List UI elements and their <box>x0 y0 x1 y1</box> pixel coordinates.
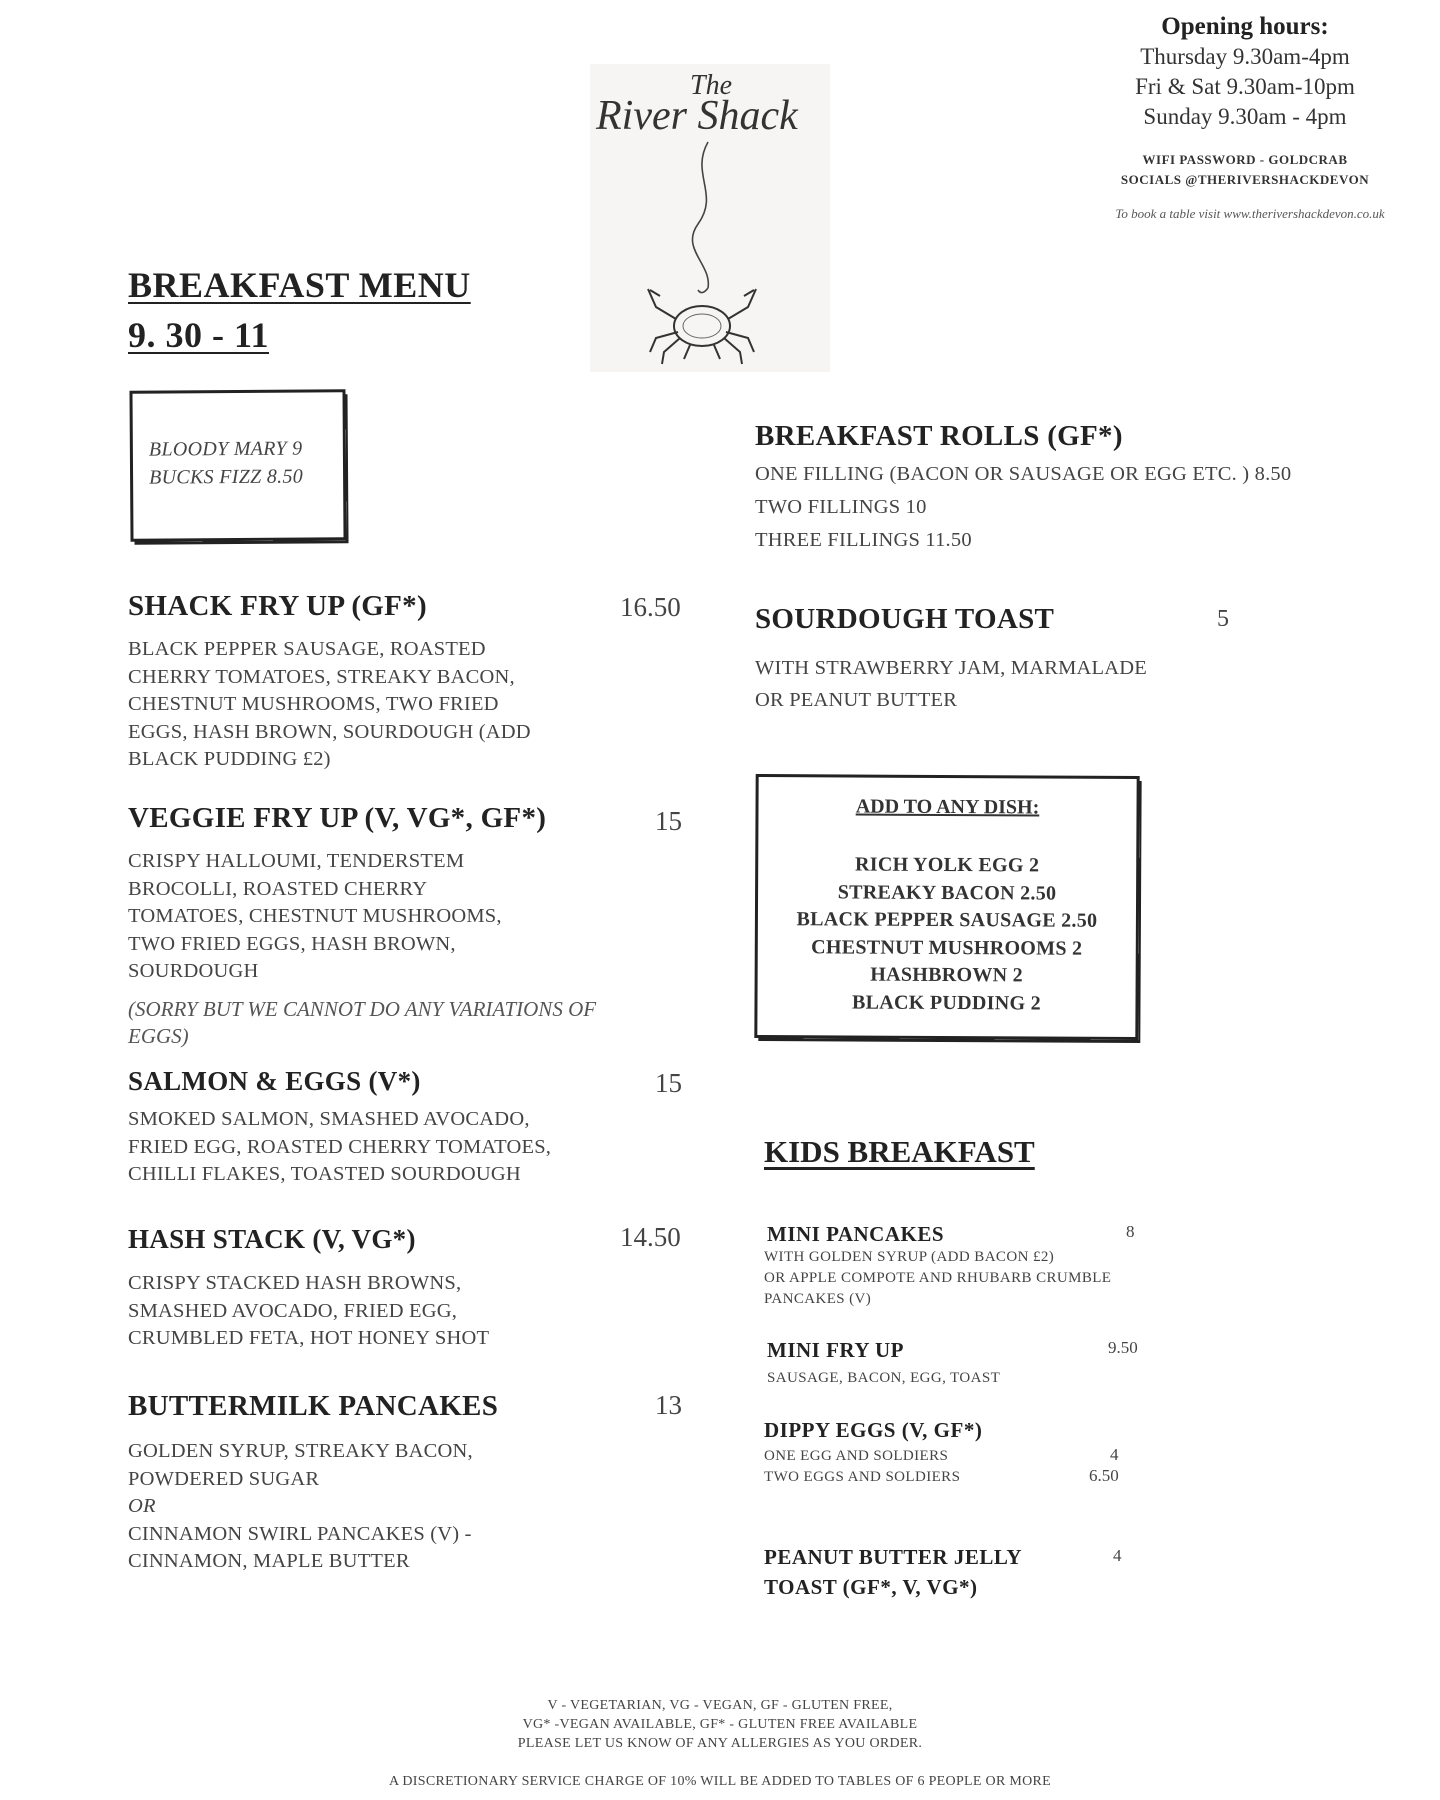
kids-dish-description: ONE EGG AND SOLDIERS <box>764 1448 949 1464</box>
add-on-item: BLACK PUDDING 2 <box>851 991 1042 1015</box>
drink-item: BUCKS FIZZ 8.50 <box>149 465 304 489</box>
add-on-item: HASHBROWN 2 <box>870 963 1024 987</box>
rolls-heading: BREAKFAST ROLLS (GF*) <box>755 420 1123 452</box>
wifi-socials <box>1090 150 1400 190</box>
dish-description: BLACK PEPPER SAUSAGE, ROASTED CHERRY TOMATOES, STREAKY BACON, CHESTNUT MUSHROOMS, TWO FRIED EGGS, HASH BROWN, SOURDOUGH (ADD BLACK PUDDING £2) <box>128 638 531 771</box>
drinks-box <box>129 389 346 542</box>
dish-name: SALMON & EGGS (V*) <box>128 1066 421 1096</box>
service-charge-note: A DISCRETIONARY SERVICE CHARGE OF 10% WILL BE ADDED TO TABLES OF 6 PEOPLE OR MORE <box>388 1774 1052 1789</box>
dish-name: VEGGIE FRY UP (V, VG*, GF*) <box>128 802 547 834</box>
hours-line: Thursday 9.30am-4pm <box>1140 44 1350 69</box>
booking-link[interactable]: To book a table visit www.therivershackdevon.co.uk <box>1115 206 1385 221</box>
river-shack-logo <box>590 64 830 372</box>
kids-dish-name: MINI PANCAKES <box>767 1222 945 1246</box>
dish-price: 15 <box>655 1068 682 1098</box>
kids-dish-name: TOAST (GF*, V, VG*) <box>764 1575 978 1599</box>
opening-hours <box>1100 12 1390 132</box>
dish-description: CRISPY HALLOUMI, TENDERSTEM BROCOLLI, ROASTED CHERRY TOMATOES, CHESTNUT MUSHROOMS, TWO FRIED EGGS, HASH BROWN, SOURDOUGH <box>128 850 502 983</box>
kids-dish-price: 4 <box>1110 1445 1119 1464</box>
dish-name: SHACK FRY UP (GF*) <box>128 590 427 622</box>
hours-line: Fri & Sat 9.30am-10pm <box>1135 74 1355 99</box>
kids-dish-name: MINI FRY UP <box>767 1338 904 1362</box>
dish-name: HASH STACK (V, VG*) <box>128 1224 416 1254</box>
dish-name: BUTTERMILK PANCAKES <box>128 1390 499 1422</box>
kids-dish-price: 4 <box>1113 1546 1122 1565</box>
dish-price: 14.50 <box>620 1222 681 1252</box>
opening-hours-heading: Opening hours: <box>1161 13 1329 40</box>
dish-price: 15 <box>655 806 682 836</box>
drink-item: BLOODY MARY 9 <box>148 437 303 461</box>
add-to-any-dish-box <box>754 774 1139 1040</box>
add-on-item: RICH YOLK EGG 2 <box>854 853 1040 877</box>
kids-heading: KIDS BREAKFAST <box>764 1134 1035 1169</box>
kids-dish-name: PEANUT BUTTER JELLY <box>764 1545 1023 1569</box>
menu-title: BREAKFAST MENU <box>128 265 471 305</box>
dish-description: GOLDEN SYRUP, STREAKY BACON, POWDERED SUGAR OR CINNAMON SWIRL PANCAKES (V) - CINNAMON, MAPLE BUTTER <box>128 1440 473 1573</box>
kids-dish-description: SAUSAGE, BACON, EGG, TOAST <box>767 1370 1001 1386</box>
socials-handle: SOCIALS @THERIVERSHACKDEVON <box>1120 172 1370 187</box>
dish-description: SMOKED SALMON, SMASHED AVOCADO, FRIED EGG, ROASTED CHERRY TOMATOES, CHILLI FLAKES, TOASTED SOURDOUGH <box>128 1108 552 1186</box>
toast-price: 5 <box>1217 606 1229 632</box>
kids-dish-price: 8 <box>1126 1222 1135 1241</box>
rolls-options: ONE FILLING (BACON OR SAUSAGE OR EGG ETC. ) 8.50 TWO FILLINGS 10 THREE FILLINGS 11.50 <box>755 463 1292 551</box>
add-on-item: STREAKY BACON 2.50 <box>837 881 1057 905</box>
kids-dish-name: DIPPY EGGS (V, GF*) <box>764 1418 983 1442</box>
toast-description: WITH STRAWBERRY JAM, MARMALADE OR PEANUT BUTTER <box>755 657 1147 711</box>
kids-dish-price: 6.50 <box>1089 1466 1119 1485</box>
kids-dish-description: WITH GOLDEN SYRUP (ADD BACON £2) OR APPLE COMPOTE AND RHUBARB CRUMBLE PANCAKES (V) <box>764 1249 1112 1307</box>
kids-dish-price: 9.50 <box>1108 1338 1138 1357</box>
add-ons-list <box>757 851 1136 1019</box>
logo-name: River Shack <box>596 93 798 139</box>
dish-description: CRISPY STACKED HASH BROWNS, SMASHED AVOCADO, FRIED EGG, CRUMBLED FETA, HOT HONEY SHOT <box>128 1272 490 1350</box>
dish-price: 16.50 <box>620 592 681 622</box>
dietary-legend: V - VEGETARIAN, VG - VEGAN, GF - GLUTEN FREE, VG* -VEGAN AVAILABLE, GF* - GLUTEN FREE AVAILABLE PLEASE LET US KNOW OF ANY ALLERGIES AS YOU ORDER. <box>517 1698 923 1751</box>
dish-price: 13 <box>655 1390 682 1420</box>
menu-time: 9. 30 - 11 <box>128 315 270 355</box>
kids-dish-description: TWO EGGS AND SOLDIERS <box>764 1469 961 1485</box>
add-box-title: ADD TO ANY DISH: <box>855 795 1040 819</box>
logo-the: The <box>690 70 732 101</box>
add-on-item: CHESTNUT MUSHROOMS 2 <box>811 936 1083 960</box>
hours-line: Sunday 9.30am - 4pm <box>1143 104 1347 129</box>
wifi-password: WIFI PASSWORD - GOLDCRAB <box>1142 152 1348 167</box>
add-on-item: BLACK PEPPER SAUSAGE 2.50 <box>796 908 1098 932</box>
dish-note: (SORRY BUT WE CANNOT DO ANY VARIATIONS OF EGGS) <box>128 997 597 1048</box>
toast-heading: SOURDOUGH TOAST <box>755 603 1055 635</box>
